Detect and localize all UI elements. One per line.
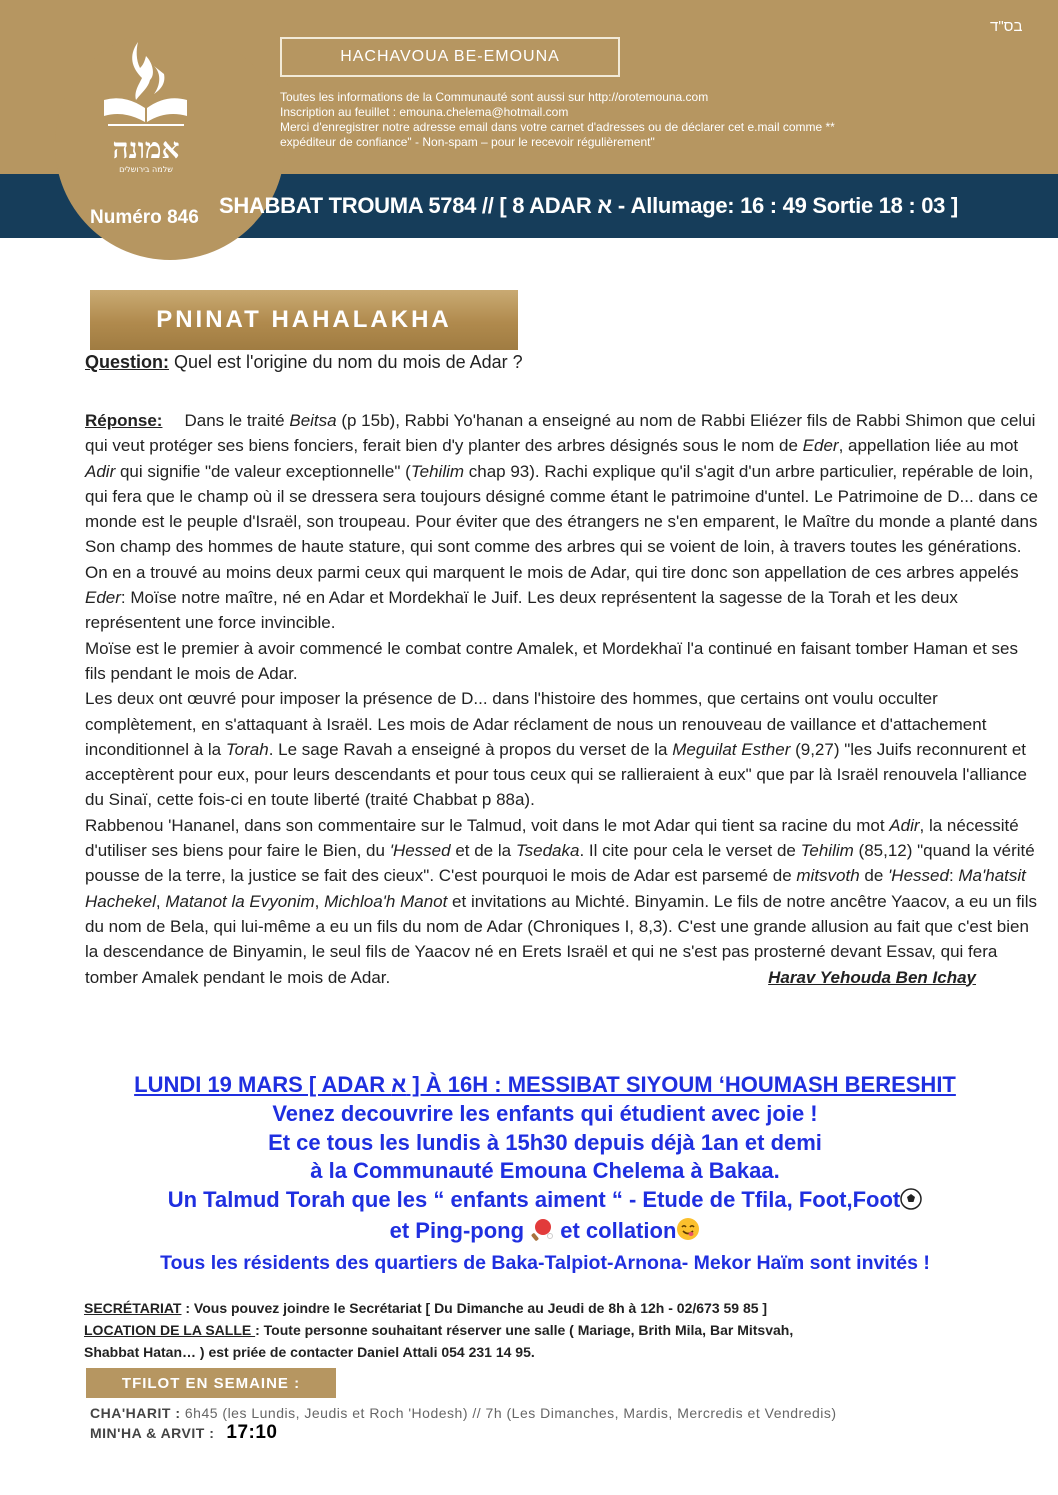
section-banner (90, 290, 518, 350)
announcement-title: LUNDI 19 MARS [ ADAR א ] À 16H : MESSIBAT SIYOUM ‘HOUMASH BERESHIT (134, 1072, 956, 1097)
secretariat-text: : Vous pouvez joindre le Secrétariat [ Du Dimanche au Jeudi de 8h à 12h - 02/673 59 85 ] (181, 1300, 768, 1316)
announcement-text: et collation (554, 1218, 677, 1243)
announcement-line: à la Communauté Emouna Chelema à Bakaa. (310, 1158, 780, 1183)
ping-pong-icon (530, 1217, 554, 1249)
italic-term: Matanot la Evyonim (165, 891, 315, 911)
announcement-line: Tous les résidents des quartiers de Baka-Talpiot-Arnona- Mekor Haïm sont invités ! (160, 1251, 930, 1274)
text-run: : Moïse notre maître, né en Adar et Mordekhaï le Juif. Les deux représentent la sagesse de la Torah et les deux représentent une force invincible. (85, 588, 958, 633)
text-run: chap 93). Rachi explique qu'il s'agit d'un arbre particulier, repérable de loin, qui fera que le champ où il se dressera sera toujours désigné comme étant le patrimoine d'untel. Le Patrimoine de D... dans ce monde est le peuple d'Israël, son troupeau. Pour éviter que des étrangers ne s'en emparent, le Maître du monde a planté dans Son champ des hommes de haute stature, qui sont comme des arbres qui se voient de loin, à travers toutes les générations. On en a trouvé au moins deux parmi ceux qui marquent le mois de Adar, qui tire donc son appellation de ces arbres appelés (85, 461, 1038, 582)
answer-paragraph (85, 408, 1040, 636)
italic-term: Beitsa (289, 411, 337, 430)
announcement-line: Venez decouvrire les enfants qui étudient avec joie ! (272, 1101, 818, 1126)
chaharit-line (90, 1404, 837, 1423)
announcement-line: Et ce tous les lundis à 15h30 depuis déjà 1an et demi (268, 1129, 822, 1155)
announcement-text: et Ping-pong (389, 1218, 531, 1243)
italic-term: Torah (225, 739, 269, 759)
info-line: Merci d'enregistrer notre adresse email dans votre carnet d'adresses ou de déclarer cet e.mail comme ** (280, 120, 835, 134)
chaharit-text: 6h45 (les Lundis, Jeudis et Roch 'Hodesh) // 7h (Les Dimanches, Mardis, Mercredis et Vendredis) (180, 1405, 837, 1421)
minha-time: 17:10 (226, 1422, 278, 1443)
announcement-line (40, 1217, 1050, 1249)
text-run: . Il cite pour cela le verset de (579, 841, 801, 861)
rich-text (85, 411, 1038, 632)
text-run: Rabbenou 'Hananel, dans son commentaire sur le Talmud, voit dans le mot Adar qui tient sa racine du mot (85, 815, 890, 835)
section-banner-text: PNINAT HAHALAKHA (156, 306, 452, 333)
masthead-title-text: HACHAVOUA BE-EMOUNA (340, 48, 560, 65)
italic-term: 'Hessed (888, 866, 949, 886)
text-run: , appellation liée au mot (838, 436, 1019, 456)
shabbat-times: SHABBAT TROUMA 5784 // [ 8 ADAR א - Allumage: 16 : 49 Sortie 18 : 03 ] (219, 193, 958, 218)
rich-text (85, 639, 1018, 683)
announcement (40, 1070, 1050, 1277)
text-run: , (155, 891, 166, 911)
italic-term: Adir (85, 461, 116, 481)
tfilot-banner-text: TFILOT EN SEMAINE : (121, 1374, 301, 1392)
answer-paragraph (85, 813, 1040, 990)
text-run: et de la (450, 841, 516, 861)
location-line-2: Shabbat Hatan… ) est priée de contacter Daniel Attali 054 231 14 95. (84, 1344, 535, 1360)
info-line: expéditeur de confiance" - Non-spam – pour le recevoir régulièrement" (280, 135, 655, 149)
info-line: Toutes les informations de la Communauté sont aussi sur http://orotemouna.com (280, 90, 709, 104)
italic-term: Meguilat Esther (672, 739, 791, 759)
italic-term: 'Hessed (389, 841, 451, 861)
secretariat-line (84, 1297, 1044, 1319)
soccer-ball-icon (900, 1188, 922, 1218)
info-line: Inscription au feuillet : emouna.chelema@hotmail.com (280, 105, 569, 119)
answer-body (85, 408, 1040, 990)
text-run: Dans le traité (184, 411, 290, 430)
rich-text (85, 816, 1037, 987)
tfilot-banner (86, 1368, 336, 1398)
chaharit-label: CHA'HARIT : (90, 1405, 181, 1421)
text-run: qui signifie "de valeur exceptionnelle" ( (115, 461, 411, 481)
minha-line (90, 1423, 837, 1443)
contact-info (84, 1297, 1044, 1363)
italic-term: Tsedaka (515, 841, 580, 861)
text-run: (9,27) "les Juifs reconnurent et acceptèrent pour eux, pour leurs descendants et pour tous ceux qui se rallieraient à eux" que par là Israël renouvela l'alliance du Sinaï, cette fois-ci en toute liberté (traité Chabbat p 88a). (85, 739, 1028, 810)
italic-term: Ma'hatsit Hachekel (85, 866, 1026, 911)
announcement-line (40, 1186, 1050, 1218)
italic-term: Eder (802, 436, 839, 456)
answer-label: Réponse: (85, 411, 163, 430)
logo-subtitle: שלמה בירושלים (119, 165, 173, 174)
logo-hebrew-text: אמונה (112, 132, 180, 165)
prayer-times (90, 1404, 837, 1443)
emouna-logo (98, 38, 194, 178)
question-label: Question: (85, 352, 169, 372)
issue-number: Numéro 846 (90, 207, 199, 228)
text-run: Moïse est le premier à avoir commencé le combat contre Amalek, et Mordekhaï l'a continué en faisant tomber Haman et ses fils pendant le mois de Adar. (85, 638, 1019, 683)
answer-paragraph (85, 636, 1040, 687)
text-run: et invitations au Michté. Binyamin. Le fils de notre ancêtre Yaacov, a eu un fils du nom de Bela, qui lui-même a eu un fils du nom de Adar (Chroniques I, 8,3). C'est une grande allusion au fait que c'est bien la descendance de Binyamin, le seul fils de Yaacov né en Erets Israël et qui ne s'est pas prosterné devant Essav, qui fera tomber Amalek pendant le mois de Adar. (85, 891, 1037, 987)
question-text: Quel est l'origine du nom du mois de Adar ? (169, 352, 523, 372)
answer-paragraph (85, 686, 1040, 812)
masthead-title (280, 37, 620, 77)
rich-text (85, 689, 1027, 809)
italic-term: Tehilim (800, 841, 854, 861)
question (85, 352, 523, 373)
italic-term: Eder (85, 588, 121, 608)
text-run: , la nécessité d'utiliser ses biens pour faire le Bien, du (85, 815, 1019, 861)
italic-term: Adir (889, 815, 920, 835)
italic-term: Michloa'h Manot (324, 891, 448, 911)
location-text: : Toute personne souhaitant réserver une salle ( Mariage, Brith Mila, Bar Mitsvah, (255, 1322, 794, 1338)
location-line (84, 1319, 1044, 1341)
signature: Harav Yehouda Ben Ichay (768, 967, 976, 987)
text-run: . Le sage Ravah a enseigné à propos du verset de la (268, 739, 673, 759)
text-run: , (314, 891, 325, 911)
yum-face-icon (676, 1217, 700, 1249)
minha-label: MIN'HA & ARVIT : (90, 1425, 215, 1441)
announcement-text: Un Talmud Torah que les “ enfants aiment “ - Etude de Tfila, Foot,Foot (167, 1186, 901, 1212)
secretariat-label: SECRÉTARIAT (84, 1300, 182, 1316)
text-run: de (859, 866, 889, 886)
text-run: (p 15b), Rabbi Yo'hanan a enseigné au nom de Rabbi Eliézer fils de Rabbi Shimon que celui qui veut protéger ses biens fonciers, ferait bien d'y planter des arbres désignés sous le nom de (85, 411, 1036, 456)
masthead-info (280, 90, 1000, 150)
bsd-mark: בס"ד (990, 18, 1023, 35)
text-run: Les deux ont œuvré pour imposer la présence de D... dans l'histoire des hommes, que certains ont voulu occulter complètement, en s'attaquant à Israël. Les mois de Adar réclament de nous un renouveau de vaillance et d'attachement inconditionnel à la (85, 689, 987, 759)
location-label: LOCATION DE LA SALLE (84, 1322, 256, 1338)
italic-term: mitsvoth (796, 866, 860, 886)
text-run: : (948, 866, 959, 886)
text-run: (85,12) "quand la vérité pousse de la terre, la justice se fait des cieux". C'est pourquoi le mois de Adar est parsemé de (85, 841, 1035, 886)
italic-term: Tehilim (410, 461, 465, 481)
